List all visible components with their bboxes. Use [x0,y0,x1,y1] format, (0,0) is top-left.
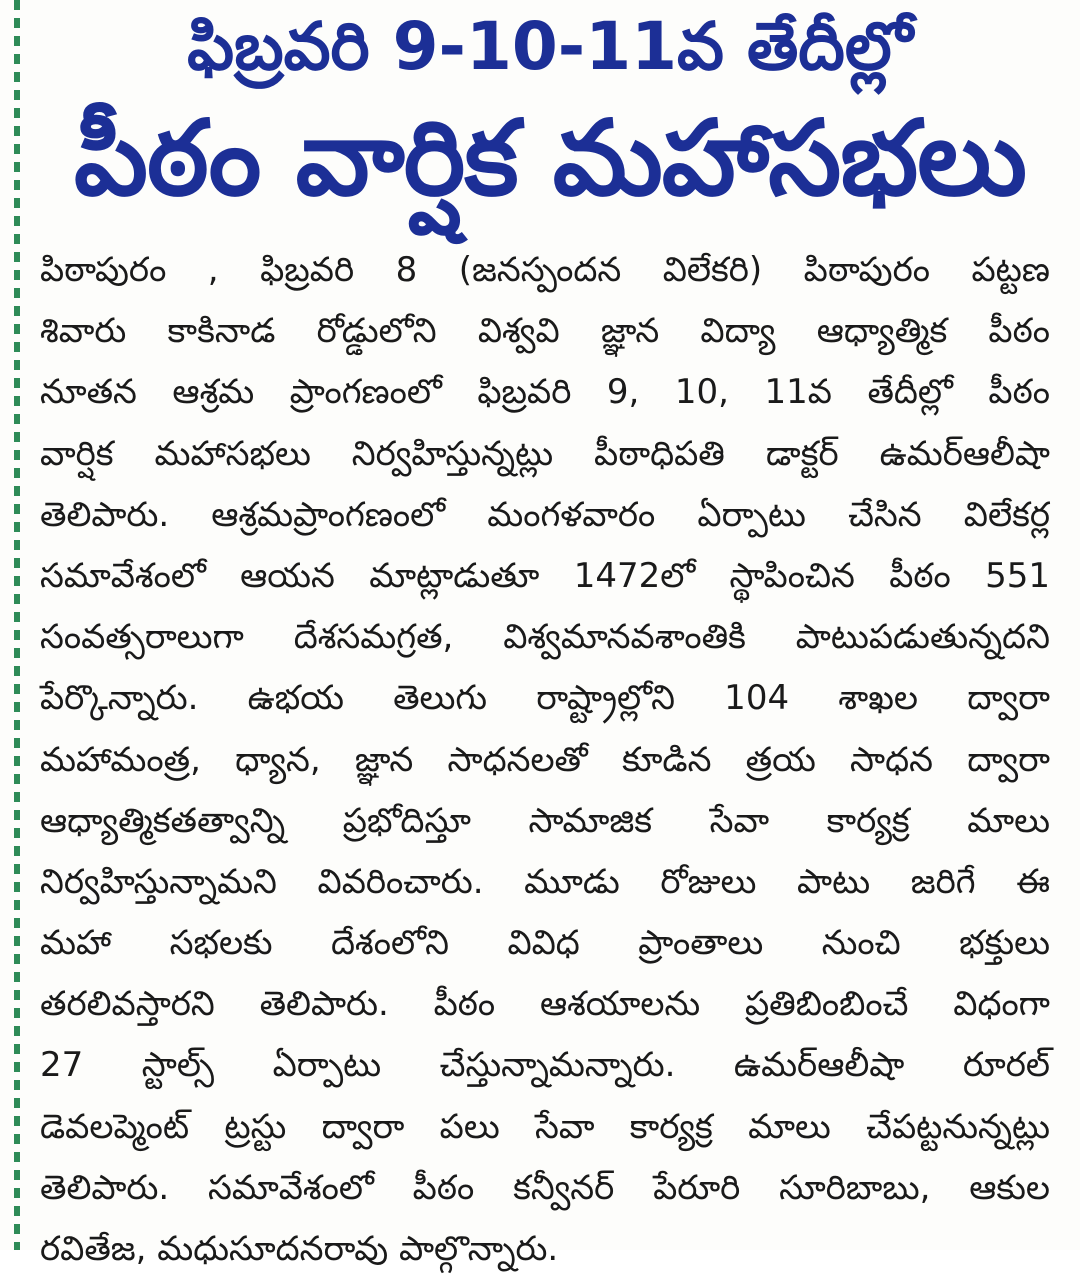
article-line-last: రవితేజ, మధుసూదనరావు పాల్గొన్నారు. [40,1229,559,1269]
article-line: నూతన ఆశ్రమ ప్రాంగణంలో ఫిబ్రవరి 9, 10, 11వ తేదీల్లో పీఠం [40,372,1050,413]
article-line: తెలిపారు. సమావేశంలో పీఠం కన్వీనర్ పేరూరి సూరిబాబు, ఆకుల [40,1167,1050,1208]
article-line: సంవత్సరాలుగా దేశసమగ్రత, విశ్వమానవశాంతికి పాటుపడుతున్నదని [40,617,1050,658]
article-line: డెవలప్మెంట్ ట్రస్టు ద్వారా పలు సేవా కార్యక్ర మాలు చేపట్టనున్నట్లు [40,1106,1050,1147]
dashed-cut-border [14,0,20,1250]
article-line: తరలివస్తారని తెలిపారు. పీఠం ఆశయాలను ప్రతిబింబించే విధంగా [40,984,1050,1025]
article-line: తెలిపారు. ఆశ్రమప్రాంగణంలో మంగళవారం ఏర్పాటు చేసిన విలేకర్ల [40,494,1050,535]
article-line: నిర్వహిస్తున్నామని వివరించారు. మూడు రోజులు పాటు జరిగే ఈ [40,861,1050,902]
article-line: శివారు కాకినాడ రోడ్డులోని విశ్వవి జ్ఞాన విద్యా ఆధ్యాత్మిక పీఠం [40,311,1050,352]
headline-main: పీఠం వార్షిక మహాసభలు [74,97,1026,219]
article-body [40,240,1050,1269]
article-line: పేర్కొన్నారు. ఉభయ తెలుగు రాష్ట్రాల్లోని 104 శాఖల ద్వారా [40,678,1050,719]
article-line: సమావేశంలో ఆయన మాట్లాడుతూ 1472లో స్థాపించిన పీఠం 551 [40,555,1050,596]
article-line: 27 స్టాల్స్ ఏర్పాటు చేస్తున్నామన్నారు. ఉమర్‌ఆలీషా రూరల్ [40,1045,1050,1086]
article-line: మహామంత్ర, ధ్యాన, జ్ఞాన సాధనలతో కూడిన త్రయ సాధన ద్వారా [40,739,1050,780]
article-line: పిఠాపురం , ఫిబ్రవరి 8 (జనస్పందన విలేకరి) పిఠాపురం పట్టణ [40,250,1050,290]
headline-dates: ఫిబ్రవరి 9-10-11వ తేదీల్లో [187,8,913,85]
article-line: వార్షిక మహాసభలు నిర్వహిస్తున్నట్లు పీఠాధిపతి డాక్టర్ ఉమర్‌ఆలీషా [40,433,1050,474]
article-line: ఆధ్యాత్మికతత్వాన్ని ప్రభోదిస్తూ సామాజిక సేవా కార్యక్ర మాలు [40,800,1050,841]
article-line: మహా సభలకు దేశంలోని వివిధ ప్రాంతాలు నుంచి భక్తులు [40,923,1050,964]
